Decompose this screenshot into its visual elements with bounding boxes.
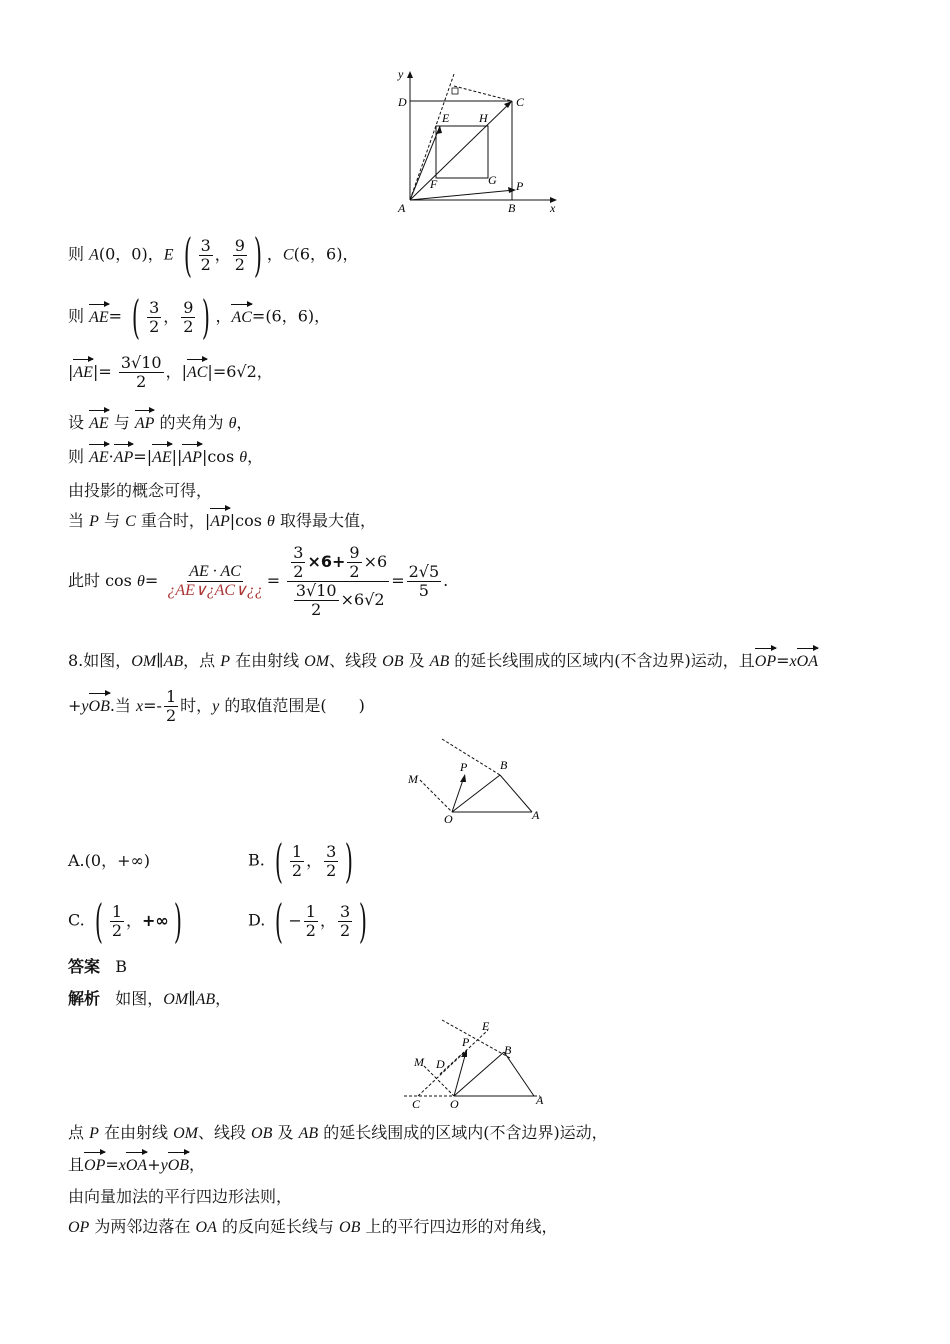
fraction-big — [287, 544, 389, 619]
max-line — [68, 510, 376, 533]
coords-line — [68, 228, 359, 282]
figure-triangle — [400, 735, 560, 827]
figure-square-coordinates — [392, 66, 572, 216]
text: 如图， — [115, 989, 164, 1008]
numerator — [287, 544, 389, 582]
label-A: A — [532, 808, 540, 822]
text: 设 — [68, 413, 90, 432]
numerator: 3 — [340, 901, 351, 921]
label-P: P — [516, 179, 524, 193]
point-A: A — [89, 246, 99, 264]
figure-parallelogram — [400, 1016, 560, 1112]
denominator: 2 — [293, 562, 304, 581]
coord-C: (6，6)， — [293, 244, 359, 264]
segment-OB: OB — [251, 1125, 273, 1142]
numerator: 3 — [200, 235, 211, 255]
abs: |= — [92, 362, 112, 381]
vector-AE-value: ( $\frac{3}{2}$ ， $\frac{9}{2}$ ) — [132, 290, 211, 344]
point-P: P — [220, 653, 230, 670]
text: ， — [236, 413, 253, 432]
text: +∞ — [142, 911, 169, 930]
fraction-half — [164, 688, 178, 725]
vector-AP: AP — [182, 447, 202, 469]
vector-AE: AE — [89, 307, 109, 329]
numerator: 3 — [293, 543, 304, 562]
numerator: 9 — [183, 297, 194, 317]
label-B: B — [504, 1043, 512, 1057]
option-C[interactable] — [68, 894, 187, 948]
vector-AC: AC — [187, 362, 207, 384]
coord-A: (0，0)， — [98, 244, 164, 264]
text: ，| — [165, 362, 187, 381]
vector-AP: AP — [114, 447, 134, 469]
vector-AP: AP — [135, 413, 155, 435]
equals: = — [391, 571, 405, 590]
question-8-line1 — [68, 650, 818, 673]
denominator: 2 — [326, 860, 337, 880]
point-P: P — [89, 1125, 99, 1142]
label-x: x — [550, 201, 556, 215]
option-text: (0，+∞) — [84, 851, 151, 870]
numerator: 1 — [111, 901, 122, 921]
label-y: y — [398, 67, 404, 81]
text: 与 — [108, 413, 135, 432]
numerator: 1 — [305, 901, 316, 921]
dot: · — [108, 447, 114, 466]
point-C: C — [282, 246, 294, 264]
tail-line-4 — [68, 1216, 557, 1239]
denominator: 2 — [305, 920, 316, 940]
point-C: C — [125, 513, 136, 530]
parallel: ∥ — [156, 651, 164, 670]
denominator: 2 — [349, 562, 360, 581]
vector-OP: OP — [84, 1155, 105, 1177]
numerator: 3 — [149, 297, 160, 317]
option-label: C. — [68, 910, 85, 930]
plus: + — [147, 1155, 161, 1174]
text: |cos — [201, 447, 240, 466]
option-label: D. — [248, 910, 266, 930]
text: || — [171, 447, 183, 466]
numerator: 9 — [234, 235, 245, 255]
vector-AE: AE — [73, 362, 93, 384]
comma: ， — [266, 244, 283, 264]
denominator: 2 — [311, 600, 322, 619]
segment-AB: AB — [163, 653, 184, 670]
vector-OA: OA — [797, 651, 818, 673]
label-M: M — [408, 772, 418, 786]
answer-line — [68, 956, 127, 978]
fraction-result — [407, 563, 442, 600]
label-D: D — [436, 1057, 445, 1071]
text: 时， — [180, 696, 213, 715]
vector-AE: AE — [152, 447, 172, 469]
comma: ， — [214, 245, 231, 264]
theta: θ — [267, 513, 275, 530]
comma: ， — [306, 851, 323, 870]
numerator: 3√10 — [295, 581, 337, 600]
var-x: x — [118, 1157, 126, 1174]
denominator: 2 — [136, 372, 147, 391]
denominator: 2 — [234, 254, 245, 274]
label-H: H — [479, 111, 488, 125]
denominator — [290, 582, 387, 619]
text: ×6+ — [307, 552, 346, 571]
text: 为两邻边落在 — [89, 1217, 196, 1236]
vector-AE: AE — [89, 447, 109, 469]
text: 、线段 — [197, 1123, 252, 1142]
denominator: 2 — [183, 316, 194, 336]
label-O: O — [444, 812, 453, 826]
text: + — [68, 696, 82, 715]
label-B: B — [508, 201, 516, 215]
comma: ， — [163, 307, 180, 326]
theta: θ — [228, 415, 237, 432]
option-interval: ( $\frac{1}{2}$ ， +∞ ) — [94, 894, 182, 948]
denominator: 2 — [200, 254, 211, 274]
denominator: 2 — [165, 706, 177, 725]
vector-AC: AC — [231, 307, 251, 329]
numerator: 2√5 — [408, 562, 440, 581]
text: 的延长线围成的区域内(不含边界)运动， — [318, 1123, 608, 1142]
var-y: y — [81, 698, 89, 715]
label-G: G — [488, 173, 497, 187]
text: 取得最大值， — [274, 511, 376, 530]
vector-OA: OA — [126, 1155, 147, 1177]
equals: = — [105, 1155, 119, 1174]
text: ，点 — [183, 651, 221, 670]
tail-line-3: 由向量加法的平行四边形法则， — [68, 1187, 293, 1206]
label-F: F — [430, 177, 438, 191]
tail-line-2 — [68, 1154, 205, 1177]
theta: θ — [136, 573, 145, 590]
var-x: x — [789, 653, 797, 670]
vector-OP: OP — [755, 651, 776, 673]
label-C: C — [412, 1097, 421, 1111]
text: 及 — [403, 651, 430, 670]
equals: = — [266, 571, 281, 590]
vector-AE: AE — [89, 413, 109, 435]
text: 当 — [68, 511, 90, 530]
equals: = — [108, 306, 123, 326]
text: 则 — [68, 306, 90, 326]
comma: ， — [215, 306, 232, 326]
denominator: 5 — [418, 581, 429, 600]
label-A: A — [398, 201, 406, 215]
label-P: P — [460, 760, 468, 774]
option-label: A. — [68, 851, 85, 870]
option-B[interactable] — [248, 834, 358, 888]
vector-line — [68, 290, 331, 344]
var-x: x — [136, 698, 144, 715]
label-B: B — [500, 758, 508, 772]
label-E: E — [482, 1019, 490, 1033]
segment-AB: AB — [298, 1125, 319, 1142]
numerator: 9 — [349, 543, 360, 562]
point-E: E — [163, 246, 174, 264]
label-E: E — [442, 111, 450, 125]
dot-product-line — [68, 446, 263, 469]
text: 的延长线围成的区域内(不含边界)运动，且 — [449, 651, 755, 670]
theta: θ — [239, 449, 248, 466]
text: |cos — [229, 511, 268, 530]
text: 在由射线 — [229, 651, 305, 670]
segment-OB: OB — [339, 1219, 361, 1236]
segment-OP: OP — [68, 1219, 90, 1236]
text: 在由射线 — [98, 1123, 174, 1142]
text: 此时 cos — [68, 571, 137, 590]
numerator: AE · AC — [189, 563, 241, 580]
segment-OM: OM — [163, 991, 189, 1008]
text: .当 — [109, 696, 137, 715]
vector-OB: OB — [168, 1155, 189, 1177]
parallel: ∥ — [188, 989, 196, 1008]
magnitude-line — [68, 354, 273, 391]
text: 点 — [68, 1123, 90, 1142]
text: ， — [247, 447, 264, 466]
text: 则 — [68, 447, 90, 466]
numerator: 3 — [326, 841, 337, 861]
question-8-line2 — [68, 688, 365, 725]
abs: | — [68, 362, 74, 381]
denominator: 2 — [149, 316, 160, 336]
segment-AB: AB — [195, 991, 216, 1008]
equals: = — [776, 651, 790, 670]
comma: ， — [319, 911, 336, 930]
denominator: 2 — [291, 860, 303, 880]
var-y: y — [212, 698, 220, 715]
text: ×6 — [363, 552, 388, 571]
denominator: 2 — [111, 920, 122, 940]
label-C: C — [516, 95, 525, 109]
label-A: A — [536, 1093, 544, 1107]
analysis-line — [68, 988, 231, 1011]
option-interval: ( − $\frac{1}{2}$ ， $\frac{3}{2}$ ) — [275, 894, 368, 948]
denominator: ¿AE∨¿AC∨¿¿ — [167, 582, 263, 599]
text: =(6，6)， — [251, 306, 331, 326]
fraction-cos — [165, 563, 264, 600]
text: 8.如图， — [68, 651, 132, 670]
text: 则 — [68, 244, 90, 264]
option-D[interactable] — [248, 894, 372, 948]
text: . — [443, 571, 449, 590]
segment-OB: OB — [382, 653, 404, 670]
option-interval: ( $\frac{1}{2}$ ， $\frac{3}{2}$ ) — [274, 834, 354, 888]
text: ， — [215, 989, 232, 1008]
text: 的反向延长线与 — [216, 1217, 340, 1236]
point-P: P — [89, 513, 99, 530]
answer-value: B — [115, 957, 128, 976]
segment-OM: OM — [304, 653, 330, 670]
denominator: 2 — [340, 920, 351, 940]
projection-line: 由投影的概念可得， — [68, 481, 213, 500]
label-P: P — [462, 1035, 470, 1049]
fraction — [119, 354, 164, 391]
analysis-label: 解析 — [68, 989, 101, 1008]
option-label: B. — [248, 850, 265, 870]
tail-line-1 — [68, 1122, 608, 1145]
label-M: M — [414, 1055, 424, 1069]
answer-label: 答案 — [68, 957, 101, 976]
vector-AP: AP — [210, 511, 230, 533]
text: ×6√2 — [340, 590, 385, 609]
numerator: 1 — [291, 841, 303, 861]
segment-OM: OM — [173, 1125, 198, 1142]
numerator: 3√10 — [120, 353, 162, 372]
text: 及 — [272, 1123, 299, 1142]
numerator: 1 — [165, 687, 177, 706]
cos-result-line — [68, 544, 448, 619]
text: 的夹角为 — [154, 413, 229, 432]
text: |=6√2， — [207, 362, 273, 381]
text: 的取值范围是( ) — [219, 696, 365, 715]
option-A[interactable] — [68, 850, 150, 872]
equals: = — [144, 571, 159, 590]
text: 且 — [68, 1155, 85, 1174]
label-D: D — [398, 95, 407, 109]
text: =- — [143, 696, 162, 715]
comma: ， — [126, 911, 143, 930]
vector-OB: OB — [89, 696, 110, 718]
segment-AB: AB — [429, 653, 450, 670]
angle-line — [68, 412, 252, 435]
minus: − — [288, 911, 302, 930]
text: 上的平行四边形的对角线， — [360, 1217, 558, 1236]
label-O: O — [450, 1097, 459, 1111]
text: ， — [189, 1155, 206, 1174]
segment-OA: OA — [195, 1219, 217, 1236]
var-y: y — [160, 1157, 168, 1174]
text: =| — [133, 447, 153, 466]
text: 重合时，| — [135, 511, 211, 530]
coord-E: ( $\frac{3}{2}$ ， $\frac{9}{2}$ ) — [183, 228, 262, 282]
text: 与 — [98, 511, 126, 530]
text: 、线段 — [329, 651, 383, 670]
segment-OM: OM — [131, 653, 157, 670]
